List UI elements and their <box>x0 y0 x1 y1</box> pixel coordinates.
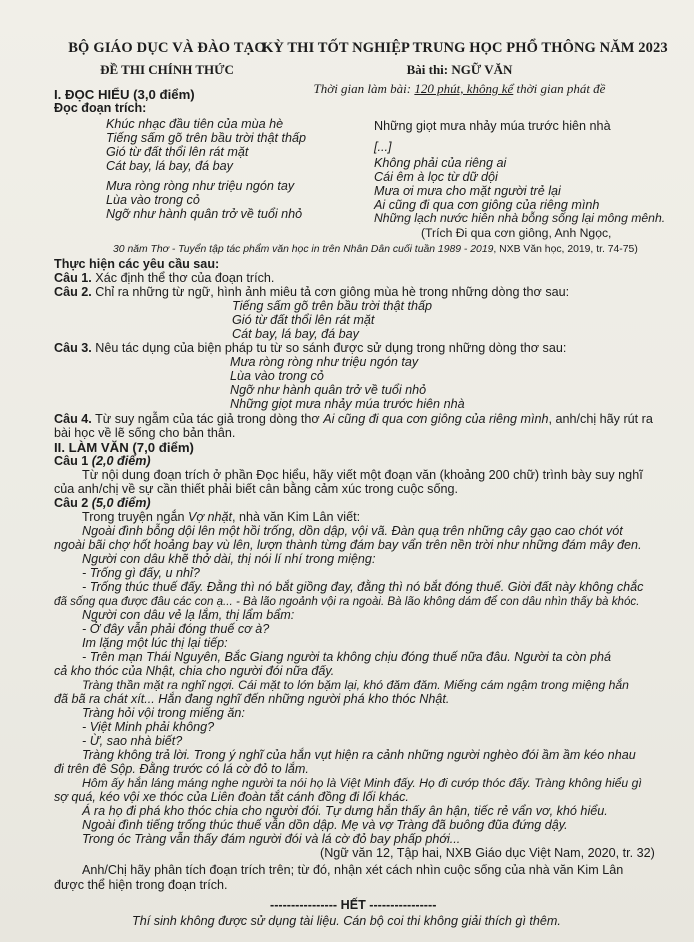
passage-line: cả kho thóc của Nhật, chia cho người đói nữa đấy. <box>54 664 335 678</box>
ministry-name: BỘ GIÁO DỤC VÀ ĐÀO TẠO <box>68 40 266 56</box>
passage-line: - Trên mạn Thái Nguyên, Bắc Giang người ta không chịu đóng thuế nữa đâu. Người ta còn phá <box>82 650 612 664</box>
q2-quote-line: Tiếng sấm gõ trên bầu trời thật thấp <box>232 299 433 313</box>
question-1: Câu 1. Xác định thể thơ của đoạn trích. <box>54 271 275 285</box>
poem-left-line: Gió từ đất thổi lên rát mặt <box>106 145 249 159</box>
footer-note: Thí sinh không được sử dụng tài liệu. Cán bộ coi thi không giải thích gì thêm. <box>132 914 561 928</box>
passage-line: ngoài bãi chợ hốt hoảng bay vù lên, lượn thành từng đám bay vẩn trên nền trời như những đám mây đen. <box>54 538 642 552</box>
poem-right-line: Mưa ơi mưa cho mặt người trẻ lại <box>374 184 561 198</box>
passage-line: Hôm ấy hắn láng máng nghe người ta nói họ là Việt Minh đấy. Họ đi cướp thóc đấy. Tràng không hiểu gì <box>82 776 642 790</box>
poem-right-line: Những giọt mưa nhảy múa trước hiên nhà <box>374 119 611 133</box>
q3-quote-line: Lùa vào trong cỏ <box>230 369 324 383</box>
passage-line: - Ừ, sao nhà biết? <box>82 734 183 748</box>
c1-text: của anh/chị về sự cần thiết phải biết cân bằng cảm xúc trong cuộc sống. <box>54 482 458 496</box>
passage-line: Im lặng một lúc thị lại tiếp: <box>82 636 228 650</box>
part1-title: I. ĐỌC HIỂU (3,0 điểm) <box>54 87 195 102</box>
c2-intro: Trong truyện ngắn Vợ nhặt, nhà văn Kim Lân viết: <box>82 510 361 524</box>
passage-line: Tràng thần mặt ra nghĩ ngợi. Cái mặt to lớn bặm lại, khó đăm đăm. Miếng cám ngậm trong miệng hắn <box>82 678 629 692</box>
passage-line: Tràng hỏi vội trong miếng ăn: <box>82 706 245 720</box>
passage-line: Ngoài đình tiếng trống thúc thuế vẫn dồn dập. Mẹ và vợ Tràng đã buông đũa đứng dậy. <box>82 818 568 832</box>
passage-line: đi trên đê Sộp. Đằng trước có lá cờ đỏ to lắm. <box>54 762 309 776</box>
c1-heading: Câu 1 (2,0 điểm) <box>54 454 151 468</box>
passage-line: Người con dâu khẽ thở dài, thị nói lí nhí trong miệng: <box>82 552 376 566</box>
tasks-label: Thực hiện các yêu cầu sau: <box>54 257 220 271</box>
passage-line: Á ra họ đi phá kho thóc chia cho người đói. Tự dưng hắn thấy ân hận, tiếc rẻ vẩn vơ, khó hiểu. <box>82 804 608 818</box>
source-line-2: 30 năm Thơ - Tuyển tập tác phẩm văn học in trên Nhân Dân cuối tuần 1989 - 2019, NXB Văn học, 2019, tr. 74-75) <box>113 244 638 255</box>
question-2: Câu 2. Chỉ ra những từ ngữ, hình ảnh miêu tả cơn giông mùa hè trong những dòng thơ sau: <box>54 285 570 299</box>
poem-right-line: Ai cũng đi qua cơn giông của riêng mình <box>374 198 600 212</box>
c1-text: Từ nội dung đoạn trích ở phần Đọc hiểu, hãy viết một đoạn văn (khoảng 200 chữ) trình bày suy nghĩ <box>82 468 643 482</box>
passage-line: Người con dâu vẻ lạ lắm, thị lẩm bẩm: <box>82 608 295 622</box>
poem-left-line: Ngỡ như hành quân trở về tuổi nhỏ <box>106 207 303 221</box>
q3-quote-line: Ngỡ như hành quân trở về tuổi nhỏ <box>230 383 427 397</box>
q3-quote-line: Những giọt mưa nhảy múa trước hiên nhà <box>230 397 465 411</box>
subject-label: Bài thi: NGỮ VĂN <box>406 62 513 77</box>
source-line-1: (Trích Đi qua cơn giông, Anh Ngọc, <box>421 226 612 240</box>
passage-line: - Việt Minh phải không? <box>82 720 215 734</box>
header-left <box>52 40 282 78</box>
passage-line: Ngoài đình bỗng dội lên một hồi trống, dồn dập, vội vã. Đàn quạ trên những cây gạo cao chót vót <box>82 524 623 538</box>
q3-quote-line: Mưa ròng ròng như triệu ngón tay <box>230 355 419 369</box>
poem-left-line: Cát bay, lá bay, đá bay <box>106 159 233 173</box>
part2-title: II. LÀM VĂN (7,0 điểm) <box>54 440 194 455</box>
passage-line: đã sống qua được đâu các con ạ... - Bà lão ngoảnh vội ra ngoài. Bà lão không dám để con dâu nhìn thấy bà khóc. <box>54 595 640 608</box>
poem-left-line: Tiếng sấm gõ trên bầu trời thật thấp <box>106 131 307 145</box>
header-right <box>262 40 668 97</box>
official-label: ĐỀ THI CHÍNH THỨC <box>100 62 234 77</box>
question-3: Câu 3. Nêu tác dụng của biện pháp tu từ so sánh được sử dụng trong những dòng thơ sau: <box>54 341 567 355</box>
question-4: Câu 4. Từ suy ngẫm của tác giả trong dòng thơ Ai cũng đi qua cơn giông của riêng mình, anh/chị hãy rút ra <box>54 412 653 426</box>
time-label: Thời gian làm bài: 120 phút, không kể thời gian phát đề <box>313 81 606 96</box>
passage-line: Trong óc Tràng vẫn thấy đám người đói và lá cờ đỏ bay phấp phới... <box>82 832 461 846</box>
poem-right-line: Những lạch nước hiên nhà bỗng sống lại mông mênh. <box>374 211 666 225</box>
passage-line: sợ quá, kéo vội xe thóc của Liên đoàn tắt cánh đồng đi lối khác. <box>54 790 409 804</box>
citation: (Ngữ văn 12, Tập hai, NXB Giáo dục Việt Nam, 2020, tr. 32) <box>320 846 655 860</box>
passage-line: Tràng không trả lời. Trong ý nghĩ của hắn vụt hiện ra cảnh những người nghèo đói ầm ầm kéo nhau <box>82 748 636 762</box>
poem-right-line: Cái êm à lọc từ dữ dội <box>374 170 498 184</box>
passage-line: đã bã ra chát xít... Hắn đang nghĩ đến những người phá kho thóc Nhật. <box>54 692 450 706</box>
q2-quote-line: Cát bay, lá bay, đá bay <box>232 327 359 341</box>
poem-right-line: Không phải của riêng ai <box>374 156 507 170</box>
poem-left-line: Mưa ròng ròng như triệu ngón tay <box>106 179 295 193</box>
poem-left-line: Lùa vào trong cỏ <box>106 193 200 207</box>
q2-quote-line: Gió từ đất thổi lên rát mặt <box>232 313 375 327</box>
c2-heading: Câu 2 (5,0 điểm) <box>54 496 151 510</box>
c2-task: Anh/Chị hãy phân tích đoạn trích trên; từ đó, nhận xét cách nhìn cuộc sống của nhà văn Kim Lân <box>82 863 624 877</box>
question-4-cont: bài học về lẽ sống cho bản thân. <box>54 426 236 440</box>
poem-right-line: [...] <box>374 140 392 154</box>
end-marker: ---------------- HẾT ---------------- <box>270 898 437 912</box>
c2-task: được thể hiện trong đoạn trích. <box>54 878 228 892</box>
passage-line: - Trống thúc thuế đấy. Đằng thì nó bắt giồng đay, đằng thì nó bắt đóng thuế. Giời đất này không chắc <box>82 580 644 594</box>
passage-line: - Trống gì đấy, u nhỉ? <box>82 566 200 580</box>
passage-line: - Ở đây vẫn phải đóng thuế cơ à? <box>82 622 270 636</box>
poem-left-line: Khúc nhạc đầu tiên của mùa hè <box>106 117 284 131</box>
exam-title: KỲ THI TỐT NGHIỆP TRUNG HỌC PHỔ THÔNG NĂM 2023 <box>262 40 668 56</box>
read-label: Đọc đoạn trích: <box>54 101 147 115</box>
